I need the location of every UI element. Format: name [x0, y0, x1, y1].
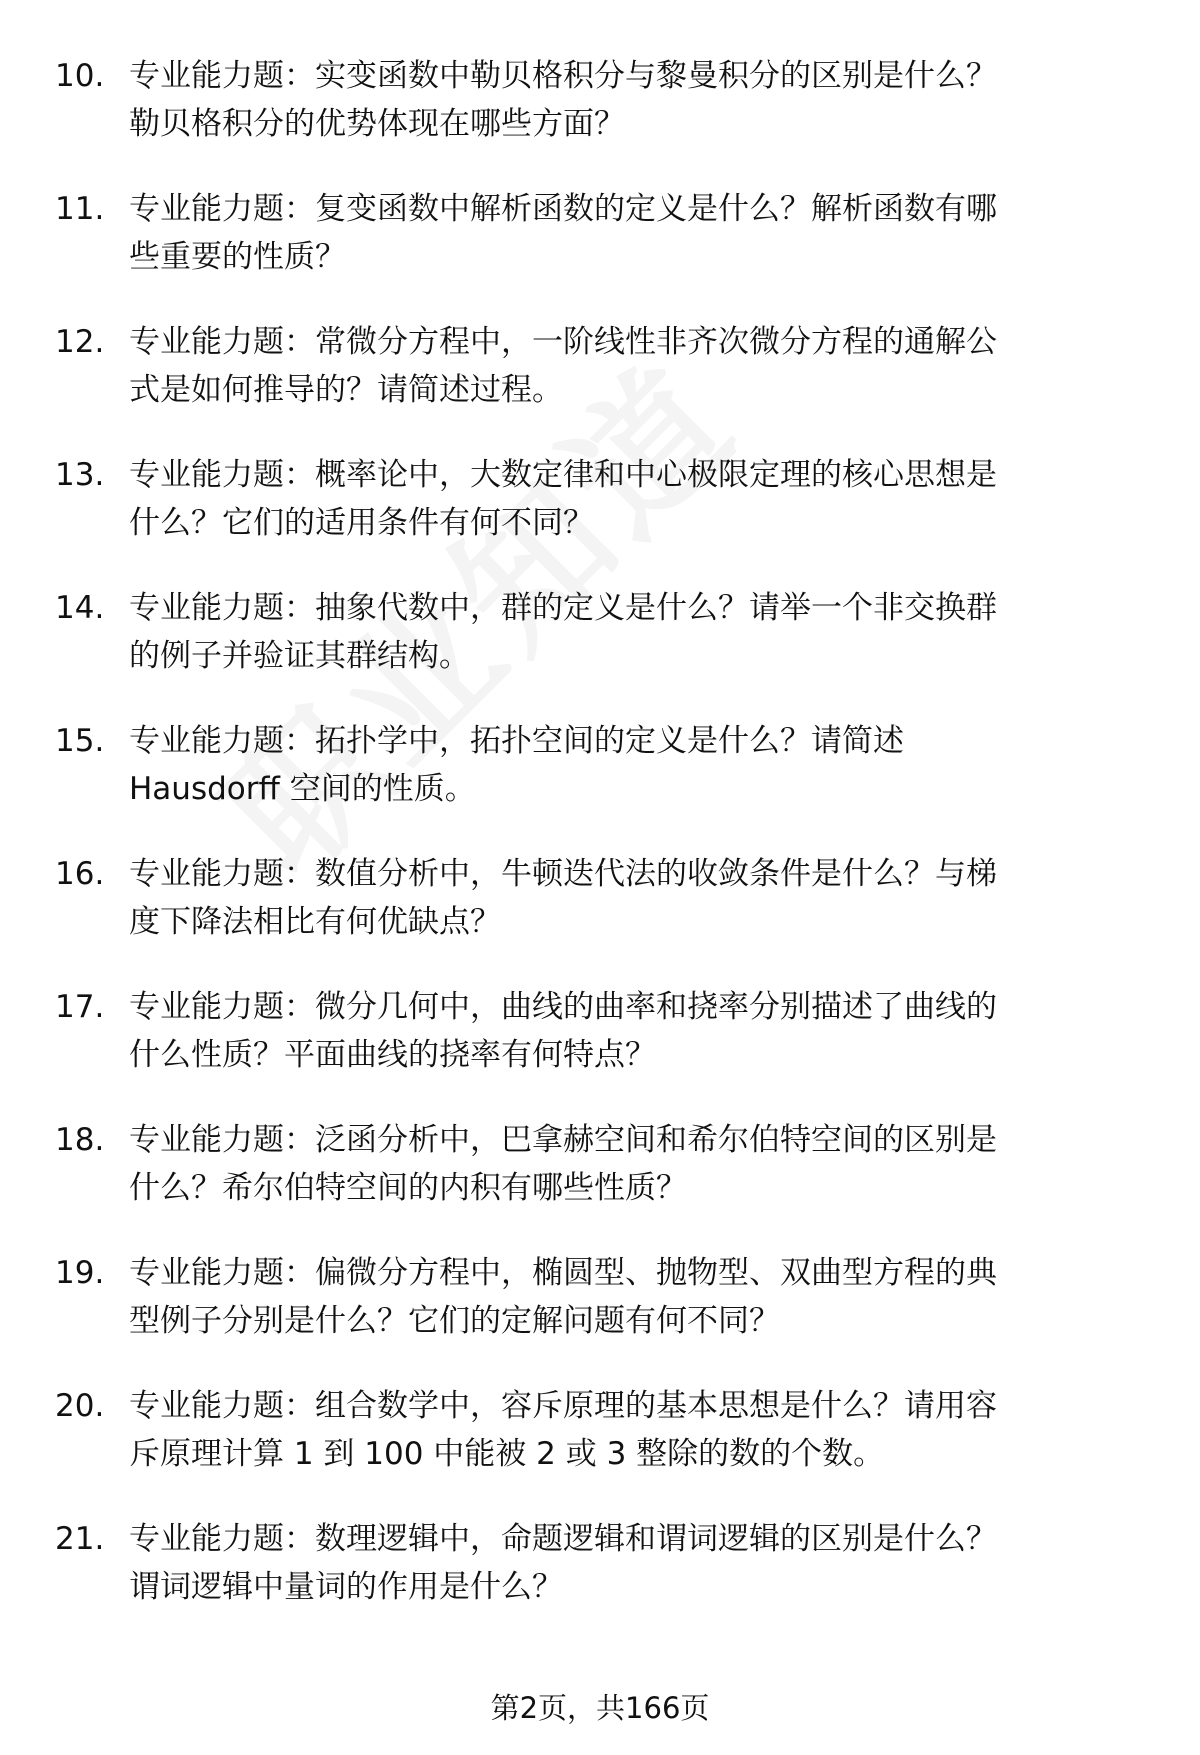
question-text [129, 185, 1129, 281]
question-line: 专业能力题：实变函数中勒贝格积分与黎曼积分的区别是什么？ [129, 58, 997, 94]
question-text [129, 52, 1129, 148]
question-number: 17. [55, 989, 105, 1025]
question-item [55, 1382, 1155, 1478]
question-text [129, 850, 1129, 946]
question-item [55, 584, 1155, 680]
question-text [129, 584, 1129, 680]
question-line: 专业能力题：偏微分方程中，椭圆型、抛物型、双曲型方程的典 [129, 1255, 997, 1291]
question-line: 专业能力题：复变函数中解析函数的定义是什么？解析函数有哪 [129, 191, 997, 227]
question-line: 什么？希尔伯特空间的内积有哪些性质？ [129, 1170, 687, 1206]
question-item [55, 1116, 1155, 1212]
question-line: 专业能力题：数值分析中，牛顿迭代法的收敛条件是什么？与梯 [129, 856, 997, 892]
question-line: 专业能力题：抽象代数中，群的定义是什么？请举一个非交换群 [129, 590, 997, 626]
question-item [55, 717, 1155, 813]
question-line: Hausdorff 空间的性质。 [129, 771, 476, 807]
question-line: 专业能力题：泛函分析中，巴拿赫空间和希尔伯特空间的区别是 [129, 1122, 997, 1158]
question-item [55, 1249, 1155, 1345]
question-line: 专业能力题：数理逻辑中，命题逻辑和谓词逻辑的区别是什么？ [129, 1521, 997, 1557]
question-line: 专业能力题：微分几何中，曲线的曲率和挠率分别描述了曲线的 [129, 989, 997, 1025]
question-line: 的例子并验证其群结构。 [129, 638, 470, 674]
question-line: 谓词逻辑中量词的作用是什么？ [129, 1569, 563, 1605]
question-list [55, 52, 1155, 1648]
question-line: 专业能力题：组合数学中，容斥原理的基本思想是什么？请用容 [129, 1388, 997, 1424]
page-number-label: 第2页，共166页 [490, 1691, 710, 1725]
question-number: 21. [55, 1521, 105, 1557]
question-number: 11. [55, 191, 105, 227]
question-number: 20. [55, 1388, 105, 1424]
question-text [129, 717, 1129, 813]
question-number: 16. [55, 856, 105, 892]
question-text [129, 1382, 1129, 1478]
question-text [129, 1116, 1129, 1212]
question-number: 13. [55, 457, 105, 493]
question-text [129, 1249, 1129, 1345]
question-text [129, 318, 1129, 414]
question-line: 式是如何推导的？请简述过程。 [129, 372, 563, 408]
question-line: 专业能力题：拓扑学中，拓扑空间的定义是什么？请简述 [129, 723, 904, 759]
question-item [55, 983, 1155, 1079]
question-text [129, 451, 1129, 547]
question-item [55, 850, 1155, 946]
question-line: 些重要的性质？ [129, 239, 346, 275]
question-text [129, 1515, 1129, 1611]
question-item [55, 1515, 1155, 1611]
question-line: 斥原理计算 1 到 100 中能被 2 或 3 整除的数的个数。 [129, 1436, 885, 1472]
question-line: 度下降法相比有何优缺点？ [129, 904, 501, 940]
question-number: 14. [55, 590, 105, 626]
question-item [55, 185, 1155, 281]
question-number: 19. [55, 1255, 105, 1291]
question-line: 勒贝格积分的优势体现在哪些方面？ [129, 106, 625, 142]
question-number: 15. [55, 723, 105, 759]
question-number: 18. [55, 1122, 105, 1158]
question-item [55, 318, 1155, 414]
question-line: 专业能力题：常微分方程中，一阶线性非齐次微分方程的通解公 [129, 324, 997, 360]
question-line: 专业能力题：概率论中，大数定律和中心极限定理的核心思想是 [129, 457, 997, 493]
question-item [55, 451, 1155, 547]
question-line: 型例子分别是什么？它们的定解问题有何不同？ [129, 1303, 780, 1339]
question-text [129, 983, 1129, 1079]
question-line: 什么性质？平面曲线的挠率有何特点？ [129, 1037, 656, 1073]
question-number: 10. [55, 58, 105, 94]
question-line: 什么？它们的适用条件有何不同？ [129, 505, 594, 541]
question-item [55, 52, 1155, 148]
page-footer [0, 1688, 1200, 1728]
question-number: 12. [55, 324, 105, 360]
